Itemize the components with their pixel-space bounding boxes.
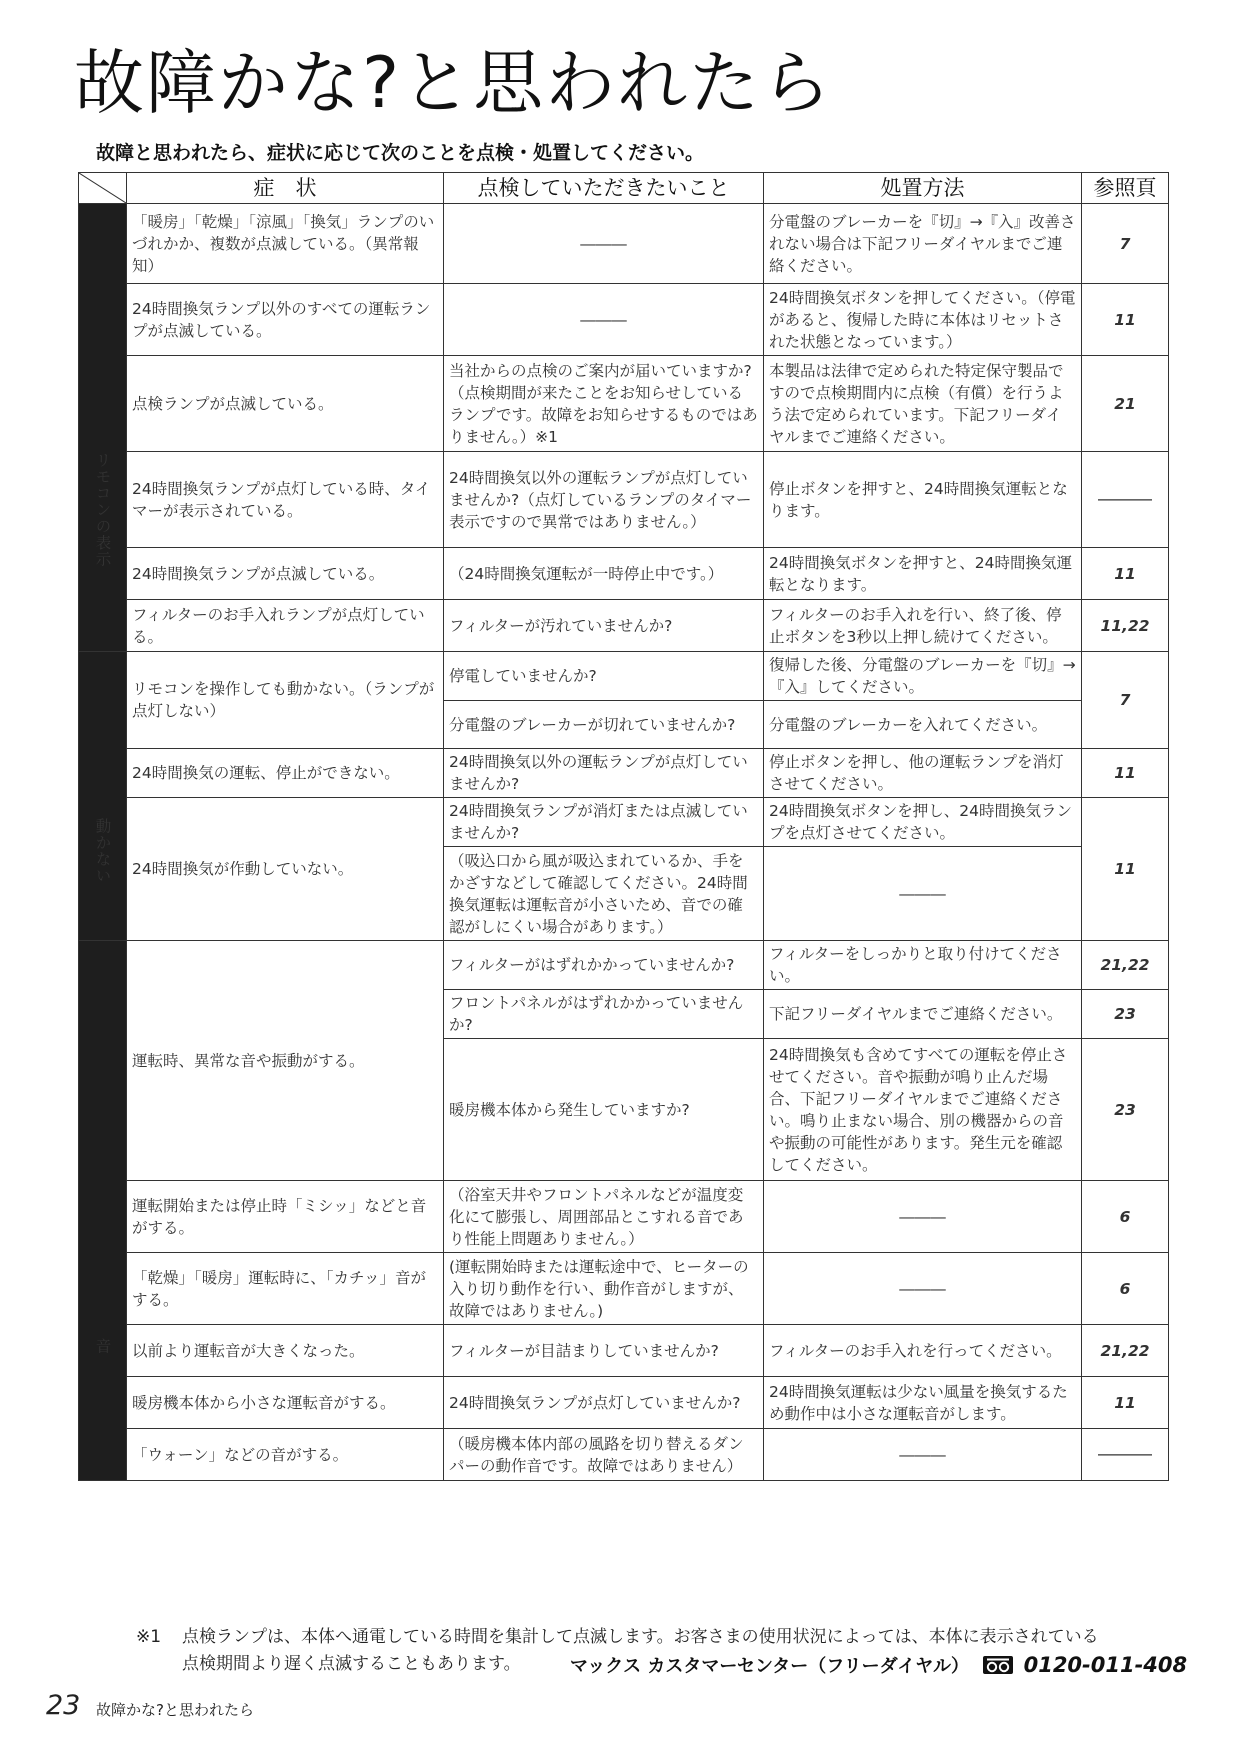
- symptom-cell: 「乾燥」「暖房」運転時に、「カチッ」音がする。: [127, 1253, 444, 1325]
- action-cell: フィルターをしっかりと取り付けてください。: [764, 941, 1082, 990]
- ref-cell: 6: [1082, 1253, 1169, 1325]
- action-cell: 24時間換気ボタンを押すと、24時間換気運転となります。: [764, 548, 1082, 600]
- action-cell: 下記フリーダイヤルまでご連絡ください。: [764, 990, 1082, 1039]
- table-row: [79, 1181, 1169, 1253]
- table-row: [79, 749, 1169, 798]
- check-cell: 24時間換気ランプが消灯または点滅していませんか?: [444, 798, 764, 847]
- action-cell: ―――: [764, 1429, 1082, 1481]
- footnote-mark: ※1: [136, 1627, 162, 1647]
- symptom-cell: 運転開始または停止時「ミシッ」などと音がする。: [127, 1181, 444, 1253]
- action-cell: 復帰した後、分電盤のブレーカーを『切』→『入』してください。: [764, 652, 1082, 701]
- diagonal-line: [79, 173, 126, 203]
- check-cell: 当社からの点検のご案内が届いていますか?（点検期間が来たことをお知らせしているランプです。故障をお知らせするものではありません。）※1: [444, 356, 764, 452]
- symptom-cell: 24時間換気が作動していない。: [127, 798, 444, 941]
- symptom-cell: 24時間換気ランプ以外のすべての運転ランプが点滅している。: [127, 284, 444, 356]
- action-cell: 24時間換気も含めてすべての運転を停止させてください。音や振動が鳴り止んだ場合、下記フリーダイヤルまでご連絡ください。鳴り止まない場合、別の機器からの音や振動の可能性があります。発生元を確認してください。: [764, 1039, 1082, 1181]
- footnote-line-2: 点検期間より遅く点滅することもあります。: [182, 1654, 521, 1674]
- header-action: 処置方法: [764, 173, 1082, 204]
- contact-label: マックス カスタマーセンター（フリーダイヤル）: [570, 1656, 970, 1677]
- ref-cell: 11: [1082, 749, 1169, 798]
- check-cell: 24時間換気以外の運転ランプが点灯していませんか?: [444, 749, 764, 798]
- table-row: [79, 284, 1169, 356]
- table-row: [79, 1253, 1169, 1325]
- symptom-cell: 24時間換気の運転、停止ができない。: [127, 749, 444, 798]
- table-row: [79, 941, 1169, 990]
- ref-cell: 11,22: [1082, 600, 1169, 652]
- free-dial-icon: [983, 1656, 1013, 1679]
- check-cell: フィルターがはずれかかっていませんか?: [444, 941, 764, 990]
- action-cell: フィルターのお手入れを行い、終了後、停止ボタンを3秒以上押し続けてください。: [764, 600, 1082, 652]
- action-cell: 分電盤のブレーカーを入れてください。: [764, 701, 1082, 749]
- symptom-cell: 暖房機本体から小さな運転音がする。: [127, 1377, 444, 1429]
- symptom-cell: リモコンを操作しても動かない。（ランプが点灯しない）: [127, 652, 444, 749]
- ref-cell: 21,22: [1082, 1325, 1169, 1377]
- header-symptom: 症 状: [127, 173, 444, 204]
- symptom-cell: 運転時、異常な音や振動がする。: [127, 941, 444, 1181]
- header-ref: 参照頁: [1082, 173, 1169, 204]
- table-row: [79, 452, 1169, 548]
- ref-cell: 21: [1082, 356, 1169, 452]
- table-header-row: [79, 173, 1169, 204]
- customer-center-contact: [570, 1652, 1187, 1679]
- symptom-cell: 24時間換気ランプが点滅している。: [127, 548, 444, 600]
- check-cell: 24時間換気ランプが点灯していませんか?: [444, 1377, 764, 1429]
- ref-cell: 11: [1082, 284, 1169, 356]
- table-row: [79, 1429, 1169, 1481]
- header-corner-cell: [79, 173, 127, 204]
- table-row: [79, 204, 1169, 284]
- page-number: 23: [46, 1690, 81, 1721]
- ref-cell: 11: [1082, 798, 1169, 941]
- header-check: 点検していただきたいこと: [444, 173, 764, 204]
- page-footer-label: 故障かな?と思われたら: [96, 1701, 254, 1719]
- action-cell: 停止ボタンを押すと、24時間換気運転となります。: [764, 452, 1082, 548]
- category-not-working: 動かない: [79, 652, 127, 941]
- ref-cell: 11: [1082, 1377, 1169, 1429]
- check-cell: （浴室天井やフロントパネルなどが温度変化にて膨張し、周囲部品とこすれる音であり性能上問題ありません。）: [444, 1181, 764, 1253]
- ref-cell: 23: [1082, 1039, 1169, 1181]
- ref-cell: ―――: [1082, 452, 1169, 548]
- table-row: [79, 798, 1169, 847]
- table-row: [79, 652, 1169, 701]
- action-cell: フィルターのお手入れを行ってください。: [764, 1325, 1082, 1377]
- phone-number: 0120-011-408: [1023, 1653, 1188, 1677]
- check-cell: 停電していませんか?: [444, 652, 764, 701]
- ref-cell: ―――: [1082, 1429, 1169, 1481]
- table-row: [79, 356, 1169, 452]
- check-cell: フィルターが汚れていませんか?: [444, 600, 764, 652]
- check-cell: 24時間換気以外の運転ランプが点灯していませんか?（点灯しているランプのタイマー表示ですので異常ではありません。）: [444, 452, 764, 548]
- footnote-line-1: 点検ランプは、本体へ通電している時間を集計して点滅します。お客さまの使用状況によっては、本体に表示されている: [182, 1627, 1099, 1647]
- symptom-cell: フィルターのお手入れランプが点灯している。: [127, 600, 444, 652]
- page-subtitle: 故障と思われたら、症状に応じて次のことを点検・処置してください。: [96, 142, 705, 164]
- page-title: 故障かな?と思われたら: [74, 42, 834, 124]
- table-row: [79, 1325, 1169, 1377]
- action-cell: ―――: [764, 847, 1082, 941]
- check-cell: (運転開始時または運転途中で、ヒーターの入り切り動作を行い、動作音がしますが、故障ではありません。): [444, 1253, 764, 1325]
- check-cell: ―――: [444, 204, 764, 284]
- check-cell: （24時間換気運転が一時停止中です。）: [444, 548, 764, 600]
- symptom-cell: 点検ランプが点滅している。: [127, 356, 444, 452]
- table-row: [79, 1377, 1169, 1429]
- symptom-cell: 「ウォーン」などの音がする。: [127, 1429, 444, 1481]
- symptom-cell: 24時間換気ランプが点灯している時、タイマーが表示されている。: [127, 452, 444, 548]
- table-row: [79, 548, 1169, 600]
- action-cell: ―――: [764, 1181, 1082, 1253]
- troubleshooting-table: [78, 172, 1169, 1481]
- ref-cell: 21,22: [1082, 941, 1169, 990]
- check-cell: フィルターが目詰まりしていませんか?: [444, 1325, 764, 1377]
- action-cell: ―――: [764, 1253, 1082, 1325]
- action-cell: 本製品は法律で定められた特定保守製品ですので点検期間内に点検（有償）を行うよう法で定められています。下記フリーダイヤルまでご連絡ください。: [764, 356, 1082, 452]
- action-cell: 停止ボタンを押し、他の運転ランプを消灯させてください。: [764, 749, 1082, 798]
- check-cell: （暖房機本体内部の風路を切り替えるダンパーの動作音です。故障ではありません）: [444, 1429, 764, 1481]
- table-row: [79, 600, 1169, 652]
- action-cell: 分電盤のブレーカーを『切』→『入』改善されない場合は下記フリーダイヤルまでご連絡ください。: [764, 204, 1082, 284]
- ref-cell: 6: [1082, 1181, 1169, 1253]
- category-noise: 音: [79, 941, 127, 1481]
- action-cell: 24時間換気ボタンを押してください。（停電があると、復帰した時に本体はリセットされた状態となっています。）: [764, 284, 1082, 356]
- check-cell: ―――: [444, 284, 764, 356]
- symptom-cell: 「暖房」「乾燥」「涼風」「換気」ランプのいづれかか、複数が点滅している。（異常報知）: [127, 204, 444, 284]
- symptom-cell: 以前より運転音が大きくなった。: [127, 1325, 444, 1377]
- check-cell: （吸込口から風が吸込まれているか、手をかざすなどして確認してください。24時間換気運転は運転音が小さいため、音での確認がしにくい場合があります。）: [444, 847, 764, 941]
- action-cell: 24時間換気ボタンを押し、24時間換気ランプを点灯させてください。: [764, 798, 1082, 847]
- check-cell: 分電盤のブレーカーが切れていませんか?: [444, 701, 764, 749]
- ref-cell: 7: [1082, 204, 1169, 284]
- ref-cell: 11: [1082, 548, 1169, 600]
- action-cell: 24時間換気運転は少ない風量を換気するため動作中は小さな運転音がします。: [764, 1377, 1082, 1429]
- ref-cell: 23: [1082, 990, 1169, 1039]
- category-remote-display: リモコンの表示: [79, 204, 127, 652]
- check-cell: フロントパネルがはずれかかっていませんか?: [444, 990, 764, 1039]
- ref-cell: 7: [1082, 652, 1169, 749]
- check-cell: 暖房機本体から発生していますか?: [444, 1039, 764, 1181]
